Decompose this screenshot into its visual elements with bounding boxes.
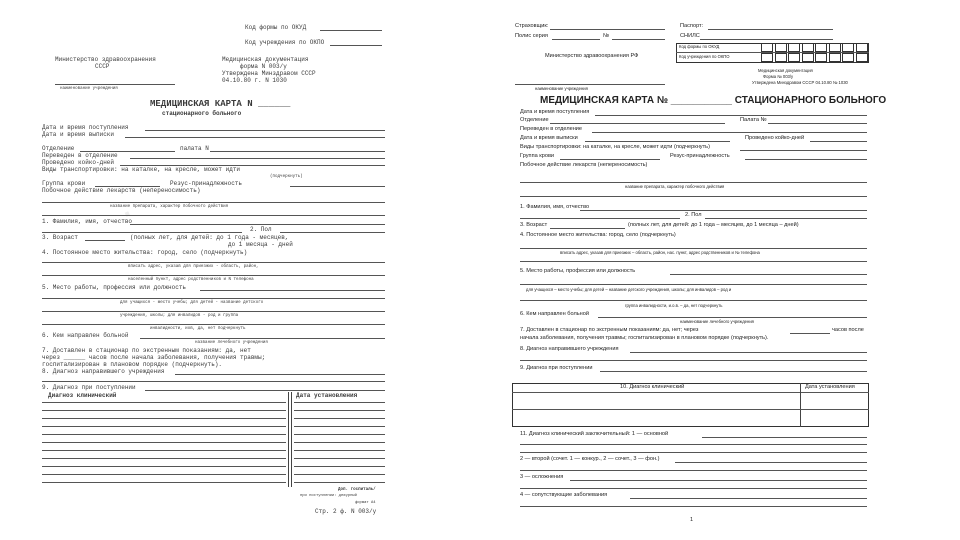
workplace-line3[interactable] [42,311,385,312]
institution-line[interactable] [55,84,175,85]
page-subtitle: стационарного больного [162,110,242,117]
snils-line[interactable] [700,39,833,40]
table-col-date: Дата установления [296,392,358,399]
diag-admission-line[interactable] [145,390,385,391]
transfer-line[interactable] [130,158,385,159]
diagnosis-row-line[interactable] [42,426,286,427]
r-disability-caption: группа инвалидности, и.о.в. – да, нет подчеркнуть [625,303,723,308]
institution-caption-r: наименование учреждения [535,86,588,91]
sex-line[interactable] [280,232,385,233]
r-workplace-line3[interactable] [520,300,867,301]
field-transport: Виды транспортировки: на каталке, на кресле, может идти [42,166,241,173]
r-field-emergency: 7. Доставлен в стационар по экстренным показаниям: да, нет; через [520,327,699,333]
date-row-line[interactable] [294,466,385,467]
institution-caption: наименование учреждения [60,87,118,91]
ministry-label: Министерство здравоохранения [55,56,156,63]
r-blood-line[interactable] [560,159,660,160]
code-cell[interactable] [856,43,868,52]
r-final-comorbid: 4 — сопутствующие заболевания [520,492,608,498]
field-ward: палата N [180,145,209,152]
policy-no-label: № [603,33,610,39]
r-age-note: (полных лет, для детей: до 1 года – месяцев, до 1 месяца – дней) [628,222,799,228]
ussr-label: СССР [95,63,110,70]
field-fullname: 1. Фамилия, имя, отчество [42,218,133,225]
field-side-effects: Побочное действие лекарств (непереносимость) [42,187,201,194]
passport-line[interactable] [708,29,833,30]
r-diag-admission-line[interactable] [600,371,867,372]
code-cell[interactable] [788,53,800,62]
med-doc-r: Медицинская документация [758,68,813,73]
r-transfer-line[interactable] [592,132,867,133]
field-department: Отделение [42,145,75,152]
date-row-line[interactable] [294,474,385,475]
code-cell[interactable] [829,43,841,52]
r-field-ward: Палата № [740,117,767,123]
table-divider-2 [291,392,292,487]
r-final-second-line[interactable] [675,462,867,463]
field-diag-referral: 8. Диагноз направившего учреждения [42,368,165,375]
code-cell[interactable] [788,43,800,52]
diag-referral-line[interactable] [175,374,385,375]
code-cell[interactable] [761,43,773,52]
r-final-main-line[interactable] [702,437,867,438]
field-age: 3. Возраст [42,234,79,241]
r-side-effects-line2[interactable] [520,196,867,197]
page-title-r: МЕДИЦИНСКАЯ КАРТА № ___________ СТАЦИОНАРНОГО БОЛЬНОГО [540,95,887,106]
r-sex-line[interactable] [705,218,867,219]
r-department-line[interactable] [550,123,725,124]
residence-caption: вписать адрес, указав для приезжих - область, район, [128,265,259,269]
okud-label: Код формы по ОКУД [245,24,307,31]
r-final-comorbid-line2[interactable] [520,506,867,507]
approved-label: Утверждена Минздравом СССР [222,70,316,77]
diagnosis-row-line[interactable] [42,466,286,467]
date-row-line[interactable] [294,450,385,451]
field-workplace: 5. Место работы, профессия или должность [42,284,187,291]
r-transport-line[interactable] [740,150,867,151]
policy-label: Полис серия [515,33,548,39]
field-diag-admission: 9. Диагноз при поступлении [42,384,136,391]
institution-line-r[interactable] [515,84,665,85]
r-field-referred: 6. Кем направлен больной [520,311,589,317]
r-table-col-divider [800,383,801,427]
date-row-line[interactable] [294,442,385,443]
ministry-label-r: Министерство здравоохранения РФ [545,53,639,59]
field-residence: 4. Постоянное место жительства: город, село (подчеркнуть) [42,249,248,256]
r-admission-line[interactable] [595,115,867,116]
r-workplace-line[interactable] [670,274,867,275]
insurer-line[interactable] [550,29,665,30]
r-field-workplace: 5. Место работы, профессия или должность [520,268,636,274]
r-field-transfer: Переведен в отделение [520,126,583,132]
form-no-r: Форма № 003/у [763,74,794,79]
field-emergency: 7. Доставлен в стационар по экстренным показаниям: да, нет [42,347,251,354]
r-final-comorbid-line[interactable] [630,498,867,499]
diagnosis-row-line[interactable] [42,402,286,403]
r-emergency-hours: часов после [832,327,864,333]
okpo-line[interactable] [330,45,382,46]
okpo-label: Код учреждения по ОКПО [245,39,325,46]
r-final-complications: 3 — осложнения [520,474,564,480]
r-field-sex: 2. Пол [685,212,702,218]
r-table-col-date: Дата установления [805,384,855,390]
r-page-number: 1 [690,517,694,523]
order-date-label: 04.10.80 г. N 1030 [222,77,287,84]
r-final-second-line2[interactable] [520,470,867,471]
field-emergency-3: госпитализирован в плановом порядке (подчеркнуть). [42,361,223,368]
code-cell[interactable] [842,53,854,62]
diagnosis-row-line[interactable] [42,450,286,451]
r-field-age: 3. Возраст [520,222,548,228]
r-referred-caption: наименование лечебного учреждения [680,319,754,324]
workplace-line4[interactable] [42,324,385,325]
r-residence-caption: вписать адрес, указав для приезжих – область, район, нас. пункт, адрес родственников и № телефона [560,250,760,255]
r-field-fullname: 1. Фамилия, имя, отчество [520,204,590,210]
code-cell[interactable] [802,53,814,62]
r-field-diag-admission: 9. Диагноз при поступлении [520,365,593,371]
age-note2: до 1 месяца - дней [228,241,293,248]
policy-series-line[interactable] [552,39,600,40]
ward-line[interactable] [210,151,385,152]
diagnosis-row-line[interactable] [42,458,286,459]
underline-hint: (подчеркнуть) [270,175,303,179]
watermark: · [111,189,142,235]
r-fullname-line[interactable] [580,210,867,211]
r-fullname-line2[interactable] [520,218,680,219]
r-workplace-caption: для учащихся – место учебы; для детей – название детского учреждения, школы; для инвалидов – род и [526,287,732,292]
r-discharge-line[interactable] [585,141,730,142]
r-rh-line[interactable] [745,159,867,160]
r-workplace-line2[interactable] [520,284,867,285]
field-rh: Резус-принадлежность [170,180,243,187]
admission-line[interactable] [145,130,385,131]
passport-label: Паспорт: [680,23,704,29]
field-discharge: Дата и время выписки [42,131,115,138]
r-final-main-line3[interactable] [520,452,867,453]
code-cell[interactable] [842,43,854,52]
date-row-line[interactable] [294,458,385,459]
side-effects-caption: название препарата, характер побочного действия [110,205,229,209]
field-transfer: Переведен в отделение [42,152,118,159]
field-emergency-2: через ______ часов после начала заболевания, получения травмы; [42,354,266,361]
okud-line[interactable] [320,30,382,31]
r-field-discharge: Дата и время выписки [520,135,578,141]
right-form-page [490,0,960,540]
r-table-row-1[interactable] [512,409,869,410]
r-ward-line[interactable] [768,123,867,124]
r-field-emergency-2: начала заболевания, получения травмы; госпитализирован в плановом порядке (подчеркнуть). [520,335,769,341]
field-blood: Группа крови [42,180,86,187]
residence-line2[interactable] [42,275,385,276]
residence-caption2: населенный пункт, адрес родственников и N телефона [128,278,254,282]
r-emergency-hours-line[interactable] [790,333,830,334]
r-residence-line[interactable] [520,248,867,249]
code-cell[interactable] [815,43,827,52]
form-no-label: форма N 003/у [240,63,287,70]
med-doc-label: Медицинская документация [222,56,309,63]
footer-sign: Доп. госпиталь/ [338,488,376,492]
referred-line[interactable] [140,338,385,339]
date-row-line[interactable] [294,434,385,435]
rh-line[interactable] [290,186,385,187]
residence-line[interactable] [42,262,385,263]
diag-referral-line2[interactable] [42,381,385,382]
referred-caption: название лечебного учреждения [195,341,268,345]
date-row-line[interactable] [294,418,385,419]
field-admission: Дата и время поступления [42,124,129,131]
okud-label-r: Код формы по ОКУД [679,44,720,49]
diagnosis-row-line[interactable] [42,474,286,475]
r-final-main: 11. Диагноз клинический заключительный: 1 — основной [520,431,669,437]
r-final-main-line2[interactable] [520,444,867,445]
field-referred: 6. Кем направлен больной [42,332,129,339]
r-field-department: Отделение [520,117,549,123]
workplace-caption: для учащихся - место учебы; для детей - название детского [120,301,264,305]
date-row-line[interactable] [294,426,385,427]
r-field-side-effects: Побочное действие лекарств (непереносимость) [520,162,648,168]
left-form-page [0,0,455,540]
r-side-effects-line[interactable] [520,182,867,183]
r-bed-days-line[interactable] [810,141,867,142]
r-table-header-divider [512,392,869,393]
code-cell[interactable] [775,53,787,62]
r-field-residence: 4. Постоянное место жительства: город, село (подчеркнуть) [520,232,676,238]
code-cell[interactable] [802,43,814,52]
field-bed-days: Проведено койко-дней [42,159,115,166]
r-field-diag-referral: 8. Диагноз направившего учреждения [520,346,619,352]
r-age-line[interactable] [550,228,625,229]
diagnosis-row-line[interactable] [42,482,286,483]
side-effects-line2[interactable] [42,215,385,216]
r-final-second: 2 — второй (сочет. 1 — конкур., 2 — сочет., 3 — фон.) [520,456,660,462]
diagnosis-row-line[interactable] [42,410,286,411]
r-field-blood: Группа крови [520,153,555,159]
r-table-col-diagnosis: 10. Диагноз клинический [620,384,685,390]
r-field-rh: Резус-принадлежность [670,153,730,159]
code-cell[interactable] [829,53,841,62]
side-effects-line[interactable] [42,202,385,203]
diagnosis-row-line[interactable] [42,434,286,435]
code-cell[interactable] [815,53,827,62]
footer-sign-2: при поступлении: дежурный [300,494,357,498]
table-col-diagnosis: Диагноз клинический [48,392,117,399]
discharge-line[interactable] [125,137,385,138]
r-final-complications-line[interactable] [570,480,867,481]
field-sex: 2. Пол [250,226,272,233]
workplace-caption2: учреждения, школы; для инвалидов - род и группа [120,314,239,318]
footer-sign-3: формат А4 [355,501,376,505]
page-number: Стр. 2 ф. N 003/у [315,508,377,515]
date-row-line[interactable] [294,482,385,483]
code-cell[interactable] [761,53,773,62]
age-line[interactable] [85,240,125,241]
r-field-admission: Дата и время поступления [520,109,590,115]
fullname-line2[interactable] [42,232,242,233]
diagnosis-row-line[interactable] [42,442,286,443]
page-title: МЕДИЦИНСКАЯ КАРТА N ______ [150,99,291,109]
r-diag-referral-line[interactable] [630,352,867,353]
r-side-effects-caption: название препарата, характер побочного действия [625,184,725,189]
age-note: (полных лет, для детей: до 1 года - месяцев, [130,234,289,241]
snils-label: СНИЛС [680,33,700,39]
table-divider [288,392,289,487]
policy-no-line[interactable] [612,39,665,40]
date-row-line[interactable] [294,402,385,403]
okpo-label-r: Код учреждения по ОКПО [679,54,730,59]
workplace-line[interactable] [200,290,385,291]
r-referred-line[interactable] [598,317,867,318]
code-cell[interactable] [775,43,787,52]
date-row-line[interactable] [294,410,385,411]
r-diag-referral-line2[interactable] [520,360,867,361]
insurer-label: Страховщик: [515,23,549,29]
r-field-transport: Виды транспортировки: на каталке, на кресле, может идти (подчеркнуть) [520,144,710,150]
approved-r: Утверждена Минздравом СССР 04.10.80 № 1030 [752,80,848,85]
code-cell[interactable] [856,53,868,62]
r-final-complications-line2[interactable] [520,488,867,489]
r-residence-line2[interactable] [520,261,867,262]
workplace-line2[interactable] [42,298,385,299]
diagnosis-row-line[interactable] [42,418,286,419]
fullname-line[interactable] [130,224,385,225]
r-field-bed-days: Проведено койко-дней [745,135,805,141]
disability-caption: инвалидности, иов, да, нет подчеркнуть [150,327,246,331]
